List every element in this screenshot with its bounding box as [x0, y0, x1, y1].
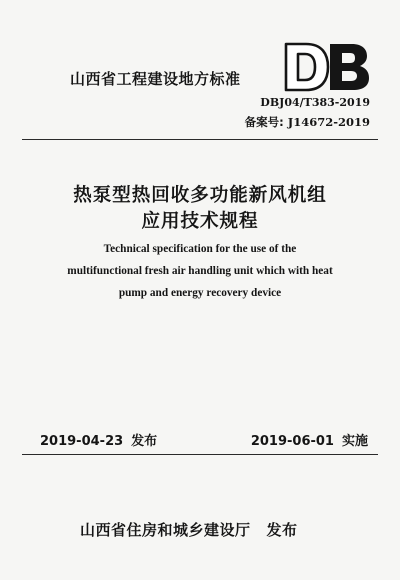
title-zh-line1: 热泵型热回收多功能新风机组 — [73, 185, 327, 206]
record-number-value: J14672-2019 — [287, 115, 370, 129]
title-zh-line2: 应用技术规程 — [141, 211, 259, 232]
implement-label: 实施 — [341, 434, 368, 449]
record-label: 备案号: — [244, 115, 284, 129]
db-logo — [282, 42, 372, 92]
issue-date — [40, 430, 157, 449]
publisher-name: 山西省住房和城乡建设厅 — [80, 521, 251, 539]
standard-number: DBJ04/T383-2019 — [260, 96, 370, 109]
bottom-divider — [22, 454, 378, 455]
title-en-line2: multifunctional fresh air handling unit which with heat — [67, 265, 333, 277]
implement-date-value: 2019-06-01 — [250, 434, 334, 449]
issue-label: 发布 — [131, 434, 158, 449]
title-en-line3: pump and energy recovery device — [118, 287, 282, 299]
top-divider — [22, 139, 378, 140]
publisher-action: 发布 — [266, 521, 298, 539]
issue-date-value: 2019-04-23 — [40, 434, 124, 449]
implement-date — [251, 430, 368, 449]
title-en-line1: Technical specification for the use of the — [103, 243, 297, 255]
record-number — [245, 114, 370, 130]
standard-category: 山西省工程建设地方标准 — [70, 70, 241, 88]
publisher — [80, 519, 298, 540]
